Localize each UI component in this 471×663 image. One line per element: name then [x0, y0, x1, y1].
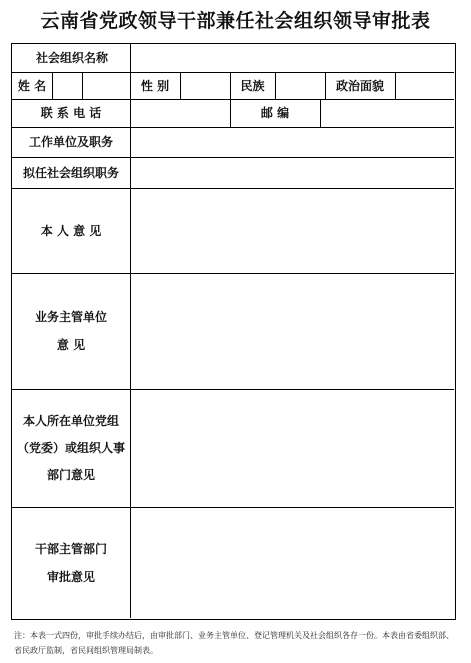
footnote	[14, 628, 459, 658]
col-divider	[82, 72, 83, 99]
party-org-opinion-label	[12, 389, 130, 507]
form-title: 云南省党政领导干部兼任社会组织领导审批表	[40, 10, 431, 32]
approval-form-table	[11, 43, 456, 620]
cadre-opinion-line1: 干部主管部门	[34, 541, 107, 556]
phone-label: 联 系 电 话	[40, 106, 102, 120]
footnote-text: 注：本表一式四份，审批手续办结后，由审批部门、业务主管单位、登记管理机关及社会组织各存一份。本表由省委组织部、省民政厅监制，省民间组织管理局制表。	[14, 631, 454, 655]
proposed-position-label: 拟任社会组织职务	[22, 165, 119, 180]
col-divider	[180, 72, 181, 99]
org-name-label: 社会组织名称	[35, 51, 108, 65]
party-opinion-line3: 部门意见	[46, 467, 95, 482]
col-divider	[130, 99, 131, 618]
business-unit-opinion-label	[12, 273, 130, 389]
political-status-label: 政治面貌	[335, 78, 384, 93]
party-opinion-line2: （党委）或组织人事	[16, 440, 125, 455]
col-divider	[130, 44, 131, 72]
business-opinion-line1: 业务主管单位	[34, 310, 107, 324]
gender-label: 性 别	[140, 78, 170, 93]
cadre-dept-opinion-label	[12, 507, 130, 618]
party-opinion-line1: 本人所在单位党组	[22, 413, 119, 428]
col-divider	[52, 72, 53, 99]
self-opinion-text: 本 人 意 见	[40, 223, 102, 238]
col-divider	[275, 72, 276, 99]
self-opinion-label	[12, 188, 130, 273]
col-divider	[320, 99, 321, 127]
work-unit-label: 工作单位及职务	[28, 135, 113, 149]
ethnicity-label: 民族	[240, 78, 265, 93]
postcode-label: 邮 编	[260, 106, 290, 120]
col-divider	[395, 72, 396, 99]
name-label: 姓 名	[17, 78, 47, 93]
cadre-opinion-line2: 审批意见	[46, 569, 95, 584]
business-opinion-line2: 意 见	[56, 338, 86, 352]
